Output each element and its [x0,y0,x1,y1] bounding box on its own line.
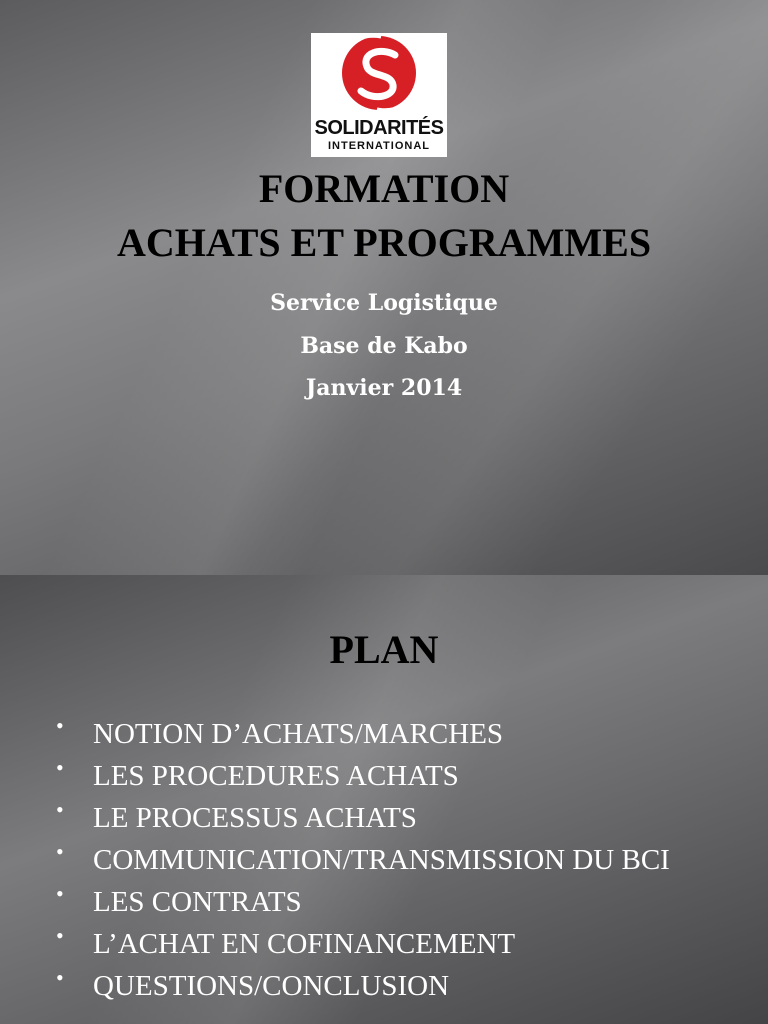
solidarites-emblem-icon [311,33,447,117]
list-item-text: LES PROCEDURES ACHATS [93,760,459,792]
bullet-icon: • [56,713,64,738]
bullet-icon: • [56,881,64,906]
list-item-text: QUESTIONS/CONCLUSION [93,970,450,1002]
list-item-text: COMMUNICATION/TRANSMISSION DU BCI [93,844,670,876]
list-item-text: NOTION D’ACHATS/MARCHES [93,718,504,750]
subtitle-base: Base de Kabo [300,333,468,359]
bullet-icon: • [56,923,64,948]
title-line-2: ACHATS ET PROGRAMMES [116,220,652,265]
bullet-icon: • [56,839,64,864]
bullet-icon: • [56,797,64,822]
list-item-text: LE PROCESSUS ACHATS [93,802,417,834]
bullet-icon: • [56,755,64,780]
subtitle-date: Janvier 2014 [305,375,463,401]
list-item-text: LES CONTRATS [93,886,302,918]
logo-subtitle: INTERNATIONAL [327,140,430,152]
title-line-1: FORMATION [258,166,510,211]
logo-name: SOLIDARITÉS [314,117,444,139]
plan-title: PLAN [329,627,439,672]
bullet-icon: • [56,965,64,990]
subtitle-service: Service Logistique [270,290,498,316]
list-item-text: L’ACHAT EN COFINANCEMENT [93,928,516,960]
solidarites-logo [311,33,447,157]
plan-slide [0,575,768,1024]
